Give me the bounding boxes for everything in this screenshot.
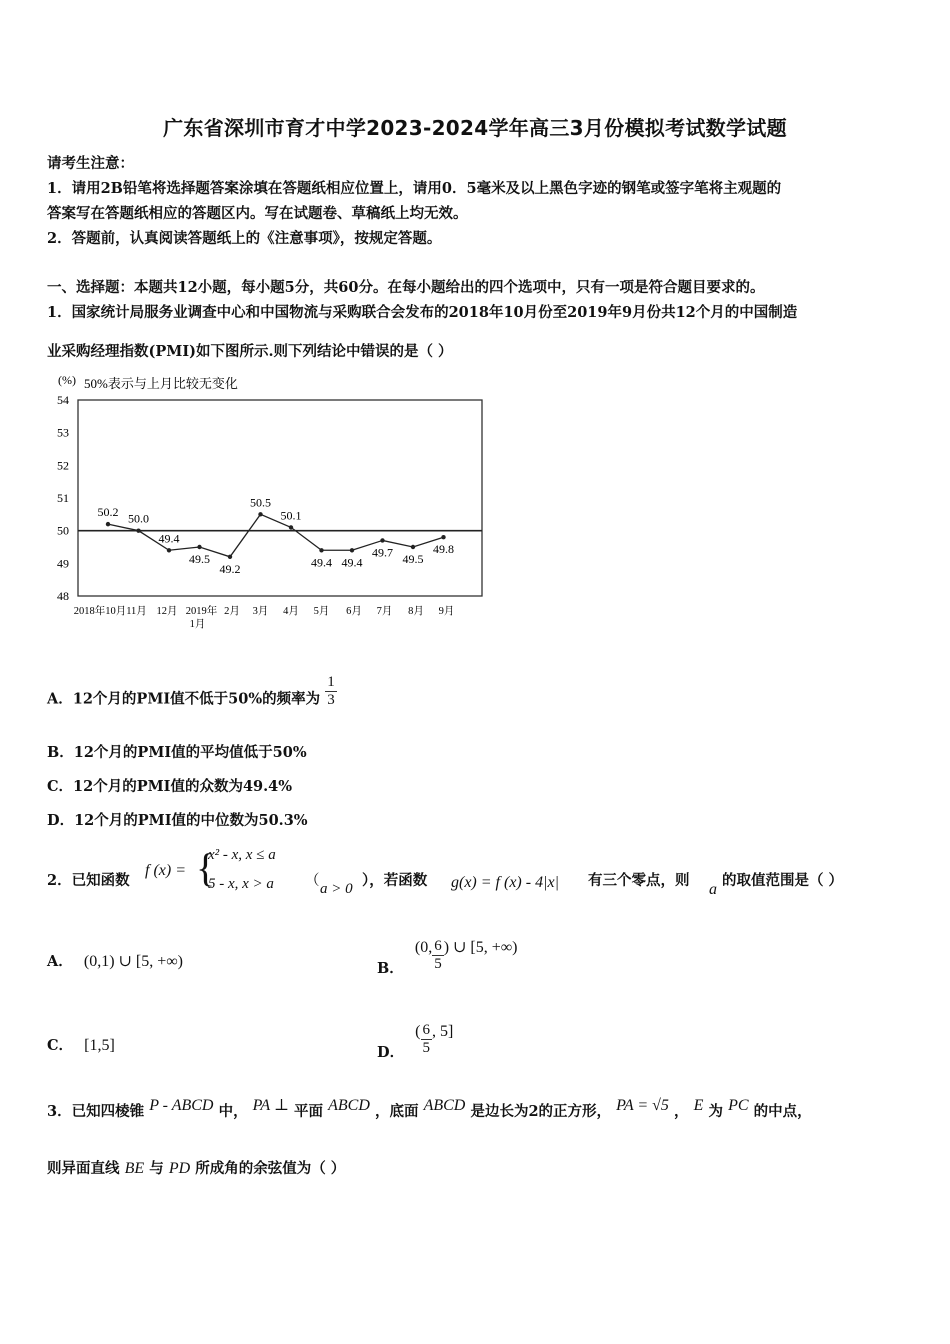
q1-stem-line-1: 1．国家统计局服务业调查中心和中国物流与采购联合会发布的2018年10月份至2019年9月份共12个月的中国制造 xyxy=(47,304,798,321)
q1-option-c[interactable]: C．12个月的PMI值的众数为49.4% xyxy=(47,778,293,795)
q2-option-b[interactable]: B． (0, $\frac{6}{5}$ ) ∪ [5, +∞) xyxy=(377,938,518,977)
y-tick-label: 53 xyxy=(57,425,69,440)
q2-g-expression: g(x) = f (x) - 4|x| xyxy=(451,874,559,891)
y-tick-label: 49 xyxy=(57,556,69,571)
data-value-label: 49.4 xyxy=(341,555,363,570)
data-point xyxy=(319,548,323,552)
data-point xyxy=(106,522,110,526)
x-tick-label: 9月 xyxy=(438,606,455,617)
q3-stem-line-1: 3．已知四棱锥 P - ABCD 中， PA ⊥ 平面 ABCD ，底面 ABCD 是边长为2的正方形， PA = √5 ， E 为 PC 的中点， xyxy=(47,1097,812,1120)
y-tick-label: 51 xyxy=(57,491,69,505)
data-value-label: 49.2 xyxy=(219,561,241,576)
notice-heading: 请考生注意： xyxy=(47,155,134,172)
chart-title: 50%表示与上月比较无变化 xyxy=(84,376,238,391)
q2-option-a[interactable]: A． (0,1) ∪ [5, +∞) xyxy=(47,953,184,970)
x-tick-label: 2月 xyxy=(224,606,240,617)
q1-option-a-text: A．12个月的PMI值不低于50%的频率为 xyxy=(47,690,321,708)
data-point xyxy=(228,555,232,559)
q2-brace-icon: { xyxy=(196,845,216,890)
q2-case-2: 5 - x, x > a xyxy=(208,876,274,892)
section-heading: 一、选择题：本题共12小题，每小题5分，共60分。在每小题给出的四个选项中，只有一项是符合题目要求的。 xyxy=(47,279,765,296)
q2-option-c[interactable]: C． [1,5] xyxy=(47,1037,115,1054)
x-tick-label: 2019年 xyxy=(185,606,218,617)
x-tick-label: 5月 xyxy=(313,606,330,617)
x-tick-label: 2018年10月 xyxy=(73,606,127,617)
data-value-label: 50.5 xyxy=(250,495,271,510)
q2-a-variable: a xyxy=(709,881,717,898)
q2-tail-2: 的取值范围是（ ） xyxy=(722,872,844,889)
x-tick-label: 3月 xyxy=(252,606,269,617)
notice-item-1-line-1: 1．请用2B铅笔将选择题答案涂填在答题纸相应位置上，请用0．5毫米及以上黑色字迹的钢笔或签字笔将主观题的 xyxy=(47,180,782,197)
q2-tail-1: 有三个零点，则 xyxy=(588,872,690,889)
data-value-label: 49.8 xyxy=(433,542,454,557)
x-tick-label: 1月 xyxy=(189,619,206,630)
data-value-label: 50.1 xyxy=(280,508,302,523)
q2-paren-open: （ xyxy=(305,873,320,889)
q1-option-b[interactable]: B．12个月的PMI值的平均值低于50% xyxy=(47,744,307,761)
chart-ylabel: (%) xyxy=(58,373,76,387)
data-value-label: 49.4 xyxy=(311,555,332,570)
data-point xyxy=(136,528,140,532)
notice-item-1-line-2: 答案写在答题纸相应的答题区内。写在试题卷、草稿纸上均无效。 xyxy=(47,205,468,222)
q2-option-d[interactable]: D． ( $\frac{6}{5}$ , 5] xyxy=(377,1022,454,1061)
q2-condition: a > 0 xyxy=(320,881,353,897)
data-value-label: 49.7 xyxy=(372,545,393,560)
q1-option-a-fraction: $\frac{1}{3}$ xyxy=(327,674,335,708)
data-value-label: 50.2 xyxy=(97,505,119,520)
q2-f-lhs: f (x) = xyxy=(145,862,186,879)
chart-frame xyxy=(78,400,482,596)
q1-option-d[interactable]: D．12个月的PMI值的中位数为50.3% xyxy=(47,812,308,829)
x-tick-label: 7月 xyxy=(376,606,393,617)
q1-stem-line-2: 业采购经理指数(PMI)如下图所示.则下列结论中错误的是（ ） xyxy=(47,343,453,360)
y-tick-label: 50 xyxy=(57,523,69,538)
data-point xyxy=(411,545,415,549)
page-title: 广东省深圳市育才中学2023-2024学年高三3月份模拟考试数学试题 xyxy=(163,116,787,140)
q2-paren-close-text: ），若函数 xyxy=(362,872,428,889)
data-value-label: 49.5 xyxy=(402,552,424,566)
data-value-label: 49.5 xyxy=(189,552,210,566)
data-point xyxy=(197,545,201,549)
data-point xyxy=(258,512,262,516)
y-tick-label: 48 xyxy=(57,589,69,603)
data-point xyxy=(289,525,293,529)
x-tick-label: 8月 xyxy=(408,606,424,617)
data-value-label: 50.0 xyxy=(128,511,149,526)
x-tick-label: 11月 xyxy=(126,606,147,617)
pmi-line-chart xyxy=(52,366,512,636)
x-tick-label: 12月 xyxy=(156,606,178,617)
data-point xyxy=(380,538,384,542)
x-tick-label: 6月 xyxy=(346,606,362,617)
data-point xyxy=(441,535,445,539)
notice-item-2: 2．答题前，认真阅读答题纸上的《注意事项》，按规定答题。 xyxy=(47,230,442,247)
data-point xyxy=(167,548,171,552)
q1-option-a[interactable] xyxy=(47,674,337,717)
y-tick-label: 52 xyxy=(57,458,69,473)
q3-stem-line-2: 则异面直线 BE 与 PD 所成角的余弦值为（ ） xyxy=(47,1160,346,1177)
data-point xyxy=(350,548,354,552)
q2-case-1: x² - x, x ≤ a xyxy=(208,847,276,863)
q2-lead: 2．已知函数 xyxy=(47,872,130,889)
x-tick-label: 4月 xyxy=(283,606,299,617)
data-value-label: 49.4 xyxy=(158,531,180,546)
y-tick-label: 54 xyxy=(57,393,69,407)
